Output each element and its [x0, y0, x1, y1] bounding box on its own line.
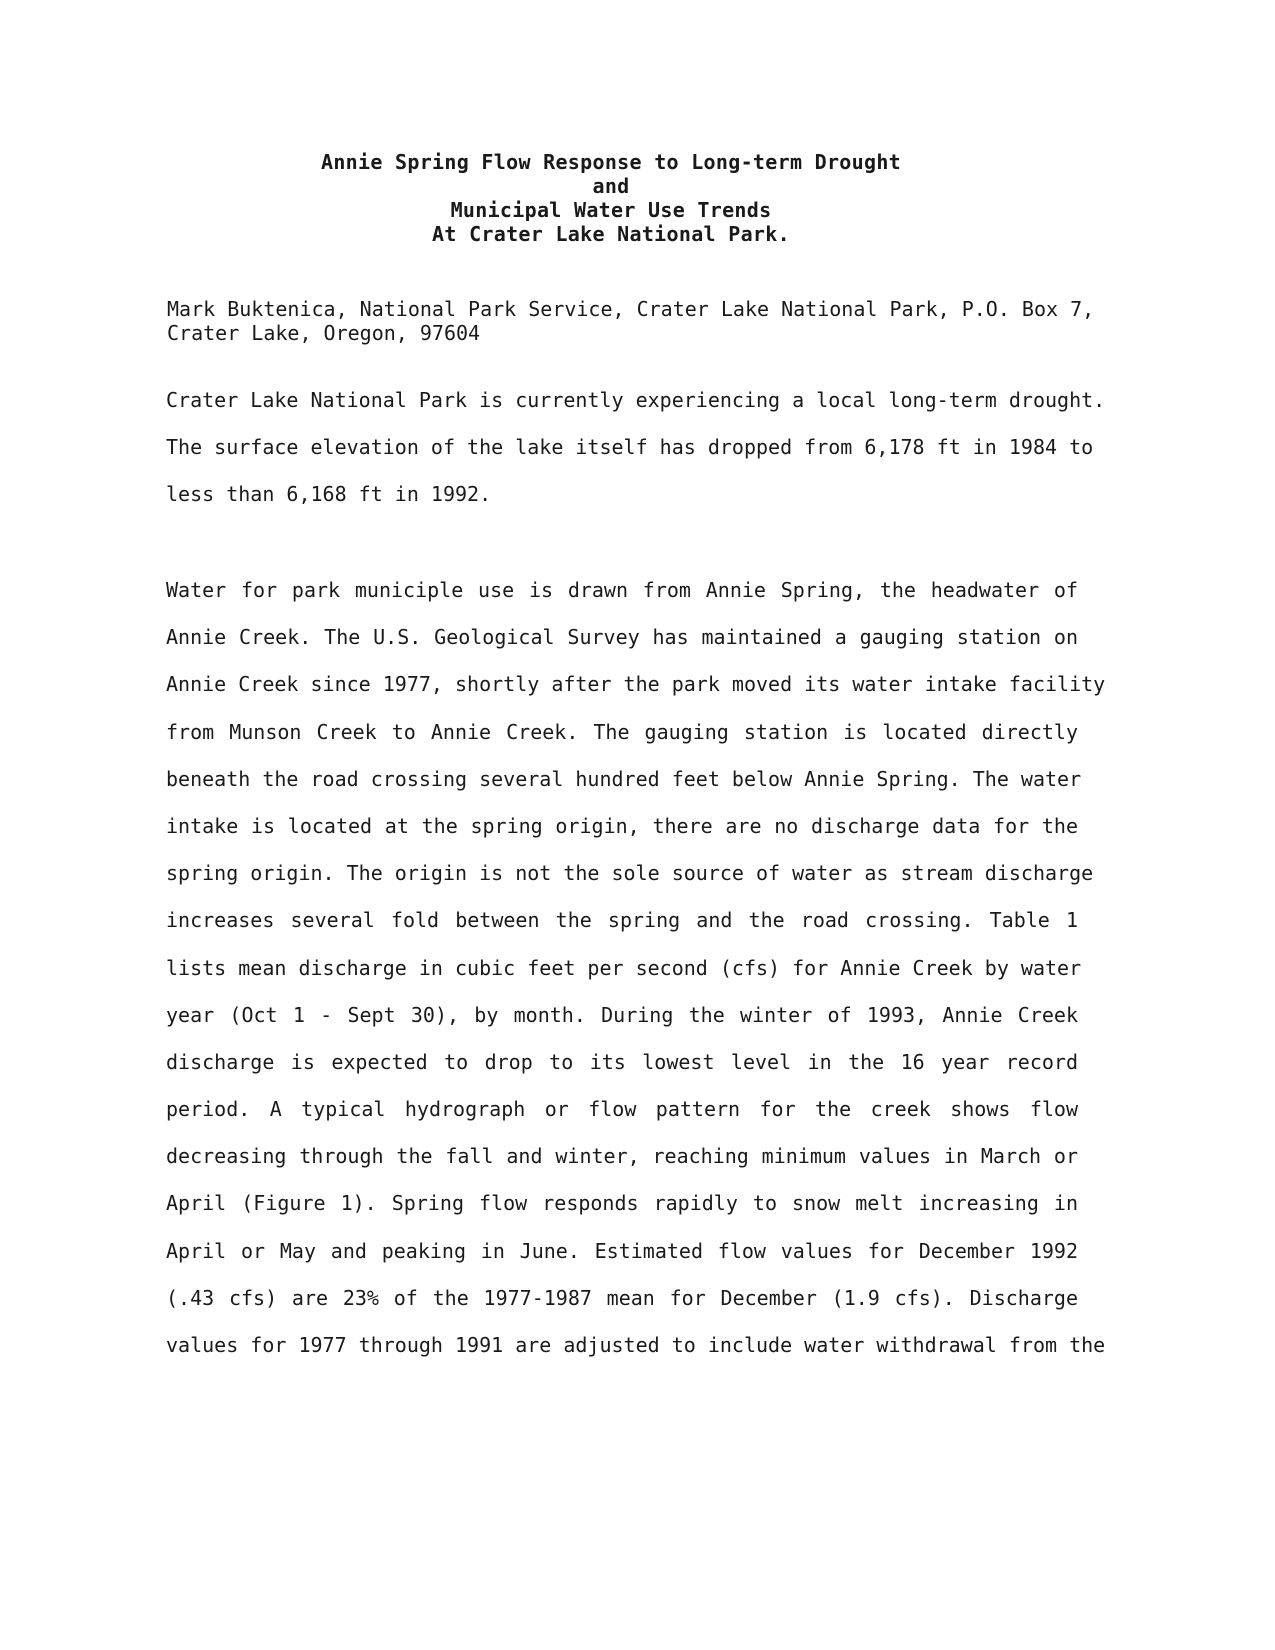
paragraph-line: April (Figure 1). Spring flow responds rapidly to snow melt increasing in — [166, 1191, 1078, 1216]
paragraph-line: Water for park municiple use is drawn from Annie Spring, the headwater of — [166, 578, 1078, 602]
paragraph-line: (.43 cfs) are 23% of the 1977-1987 mean for December (1.9 cfs). Discharge — [166, 1285, 1078, 1310]
paragraph-line: year (Oct 1 - Sept 30), by month. During the winter of 1993, Annie Creek — [166, 1002, 1078, 1027]
paragraph-line: decreasing through the fall and winter, reaching minimum values in March or — [166, 1144, 1078, 1169]
paragraph-water-use — [166, 567, 1106, 1369]
paragraph-drought — [166, 377, 1106, 518]
paragraph-line: beneath the road crossing several hundred feet below Annie Spring. The water — [166, 766, 1082, 791]
paragraph-line: Annie Creek since 1977, shortly after the park moved its water intake facility — [166, 672, 1106, 697]
document-title — [0, 150, 1222, 246]
title-line-4: At Crater Lake National Park. — [432, 222, 790, 246]
paragraph-line: values for 1977 through 1991 are adjusted to include water withdrawal from the — [166, 1333, 1106, 1357]
paragraph-line: The surface elevation of the lake itself has dropped from 6,178 ft in 1984 to — [166, 435, 1094, 459]
paragraph-line: less than 6,168 ft in 1992. — [166, 482, 492, 506]
paragraph-line: discharge is expected to drop to its lowest level in the 16 year record — [166, 1049, 1078, 1074]
title-line-1: Annie Spring Flow Response to Long-term Drought — [320, 150, 902, 174]
paragraph-line: lists mean discharge in cubic feet per second (cfs) for Annie Creek by water — [166, 955, 1082, 980]
author-line-2: Crater Lake, Oregon, 97604 — [167, 321, 481, 345]
paragraph-line: Crater Lake National Park is currently experiencing a local long-term drought. — [166, 388, 1106, 412]
paragraph-line: intake is located at the spring origin, there are no discharge data for the — [166, 813, 1078, 838]
title-line-2: and — [592, 174, 630, 198]
paragraph-line: Annie Creek. The U.S. Geological Survey has maintained a gauging station on — [166, 625, 1078, 650]
paragraph-line: April or May and peaking in June. Estimated flow values for December 1992 — [166, 1238, 1078, 1263]
paragraph-line: spring origin. The origin is not the sole source of water as stream discharge — [166, 861, 1094, 886]
paragraph-line: from Munson Creek to Annie Creek. The gauging station is located directly — [166, 719, 1078, 744]
title-line-3: Municipal Water Use Trends — [450, 198, 772, 222]
author-affiliation — [167, 297, 1095, 345]
author-line-1: Mark Buktenica, National Park Service, Crater Lake National Park, P.O. Box 7, — [167, 297, 1095, 321]
paragraph-line: period. A typical hydrograph or flow pattern for the creek shows flow — [166, 1097, 1078, 1122]
paragraph-line: increases several fold between the spring and the road crossing. Table 1 — [166, 908, 1078, 933]
